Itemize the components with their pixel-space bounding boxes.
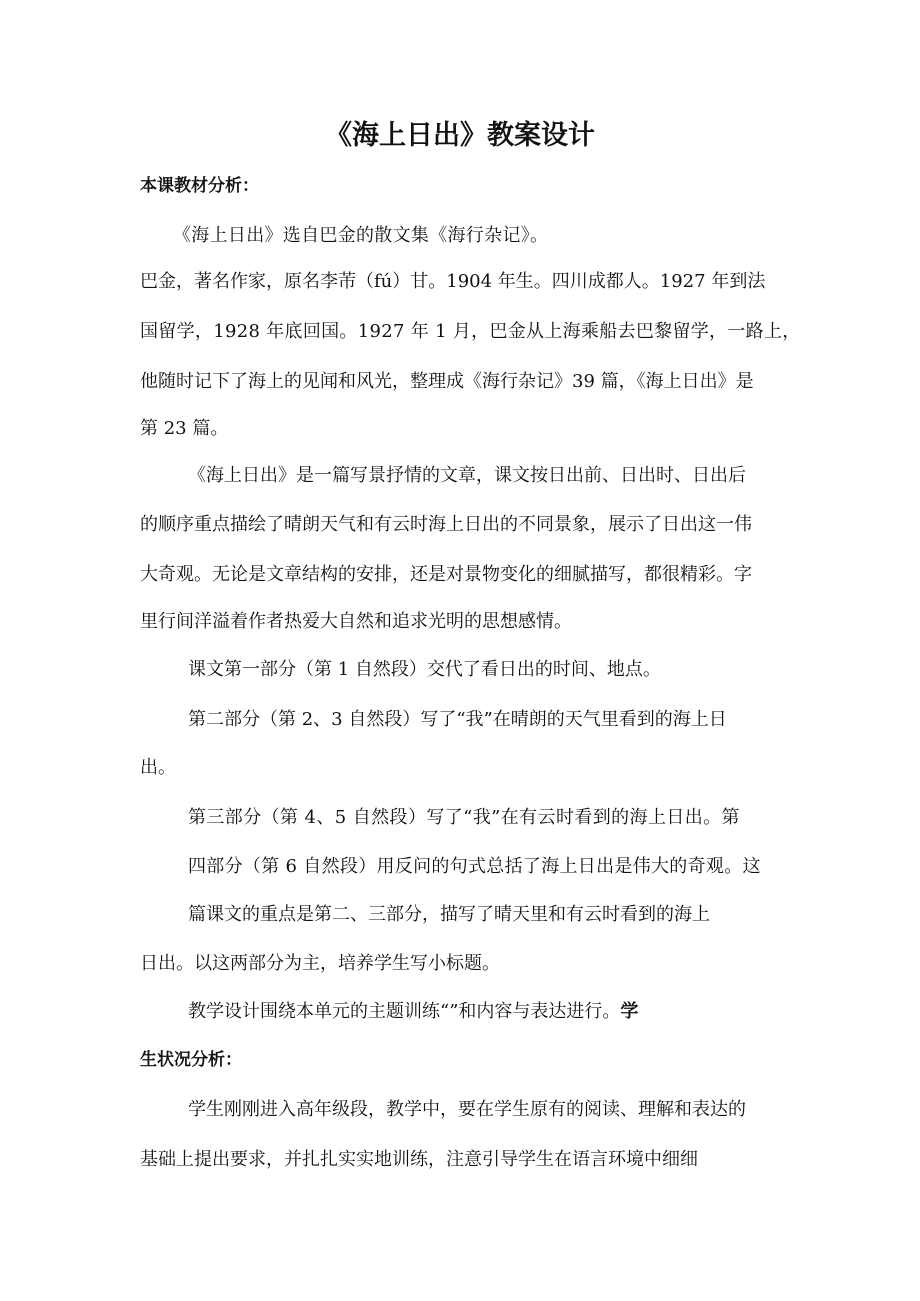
paragraph-line: 里行间洋溢着作者热爱大自然和追求光明的思想感情。: [140, 611, 572, 632]
paragraph-line: 基础上提出要求，并扎扎实实地训练，注意引导学生在语言环境中细细: [140, 1149, 698, 1170]
paragraph-line: 日出。以这两部分为主，培养学生写小标题。: [140, 953, 500, 974]
paragraph-line: 课文第一部分（第 1 自然段）交代了看日出的时间、地点。: [188, 659, 661, 680]
paragraph-line: 四部分（第 6 自然段）用反问的句式总括了海上日出是伟大的奇观。这: [188, 856, 761, 877]
paragraph-line: 他随时记下了海上的见闻和风光，整理成《海行杂记》39 篇，《海上日出》是: [140, 371, 754, 392]
paragraph-line: 巴金，著名作家，原名李芾（fú）甘。1904 年生。四川成都人。1927 年到法: [140, 271, 766, 292]
page-title: 《海上日出》教案设计: [325, 120, 595, 151]
paragraph-line: [188, 1000, 638, 1024]
paragraph-line: 出。: [140, 757, 176, 778]
paragraph-line: 第二部分（第 2、3 自然段）写了“我”在晴朗的天气里看到的海上日: [188, 709, 727, 730]
paragraph-line: 《海上日出》选自巴金的散文集《海行杂记》。: [173, 225, 549, 246]
paragraph-line: 篇课文的重点是第二、三部分，描写了晴天里和有云时看到的海上: [188, 904, 710, 925]
paragraph-line: 国留学，1928 年底回国。1927 年 1 月，巴金从上海乘船去巴黎留学，一路上，: [140, 321, 801, 342]
paragraph-line: 第三部分（第 4、5 自然段）写了“我”在有云时看到的海上日出。第: [188, 807, 740, 828]
paragraph-line: 《海上日出》是一篇写景抒情的文章，课文按日出前、日出时、日出后: [188, 465, 746, 486]
paragraph-line: 大奇观。无论是文章结构的安排，还是对景物变化的细腻描写，都很精彩。字: [140, 564, 752, 585]
paragraph-line-text: 教学设计围绕本单元的主题训练“”和内容与表达进行。: [188, 1001, 621, 1022]
section-heading-textbook-analysis: 本课教材分析：: [140, 176, 259, 196]
paragraph-line: 第 23 篇。: [140, 418, 229, 439]
section-heading-student-analysis-start: 学: [620, 1001, 639, 1022]
paragraph-line: 的顺序重点描绘了晴朗天气和有云时海上日出的不同景象，展示了日出这一伟: [140, 514, 752, 535]
section-heading-student-analysis: 生状况分析：: [140, 1050, 242, 1070]
paragraph-line: 学生刚刚进入高年级段，教学中，要在学生原有的阅读、理解和表达的: [188, 1099, 746, 1120]
